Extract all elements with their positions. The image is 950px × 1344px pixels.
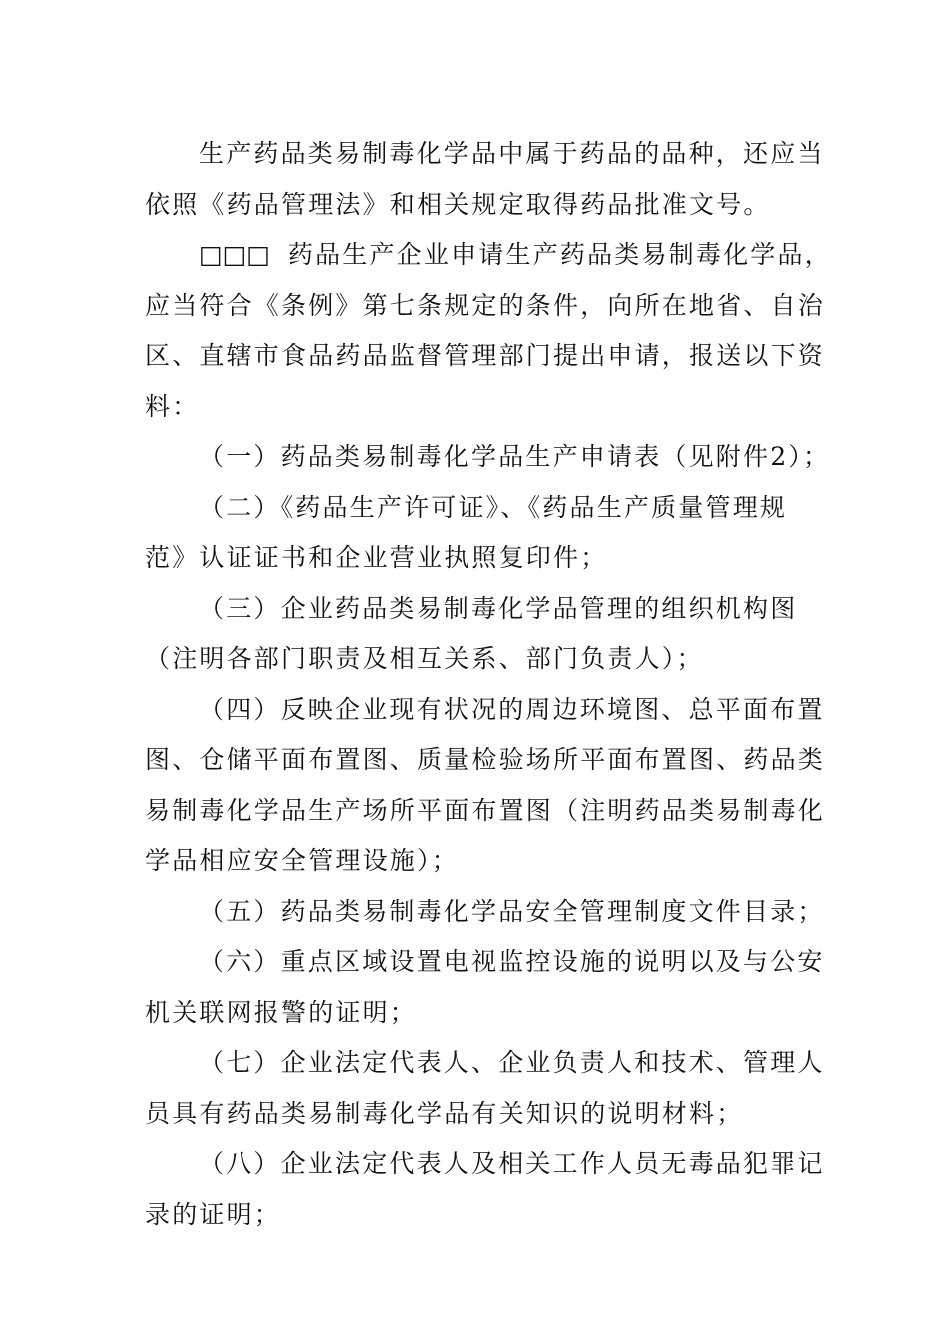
paragraph-line: 料： xyxy=(145,391,200,421)
list-item-line: 范》认证证书和企业营业执照复印件； xyxy=(145,543,608,572)
article-text: 药品生产企业申请生产药品类易制毒化学品， xyxy=(287,240,832,269)
list-item-line: （三）企业药品类易制毒化学品管理的组织机构图 xyxy=(199,593,798,623)
list-item-line: （五）药品类易制毒化学品安全管理制度文件目录； xyxy=(199,896,825,926)
list-item-line: 员具有药品类易制毒化学品有关知识的说明材料； xyxy=(145,1098,744,1128)
paragraph-line: 生产药品类易制毒化学品中属于药品的品种，还应当 xyxy=(199,139,825,168)
list-item-line: （四）反映企业现有状况的周边环境图、总平面布置 xyxy=(199,694,825,724)
list-item-line: 学品相应安全管理设施）； xyxy=(145,846,459,875)
list-item-line: （八）企业法定代表人及相关工作人员无毒品犯罪记 xyxy=(199,1149,825,1178)
list-item-line: 机关联网报警的证明； xyxy=(145,997,418,1027)
list-item-line: （七）企业法定代表人、企业负责人和技术、管理人 xyxy=(199,1048,825,1077)
list-item-line: 图、仓储平面布置图、质量检验场所平面布置图、药品类 xyxy=(145,745,826,774)
list-item-line: （注明各部门职责及相互关系、部门负责人）； xyxy=(145,644,704,673)
paragraph-line: 应当符合《条例》第七条规定的条件，向所在地省、自治 xyxy=(145,290,826,320)
document-body xyxy=(145,132,832,1243)
list-item-line: 录的证明； xyxy=(145,1199,282,1229)
article-heading-line xyxy=(145,233,832,284)
article-number-placeholder: □□□ xyxy=(199,240,270,269)
list-item-line: （二）《药品生产许可证》、《药品生产质量管理规 xyxy=(199,492,788,522)
list-item-line: （六）重点区域设置电视监控设施的说明以及与公安 xyxy=(199,947,825,976)
paragraph-line: 依照《药品管理法》和相关规定取得药品批准文号。 xyxy=(145,189,771,219)
paragraph-line: 区、直辖市食品药品监督管理部门提出申请，报送以下资 xyxy=(145,341,826,370)
list-item-line: （一）药品类易制毒化学品生产申请表（见附件2）； xyxy=(199,442,831,471)
list-item-line: 易制毒化学品生产场所平面布置图（注明药品类易制毒化 xyxy=(145,795,826,825)
